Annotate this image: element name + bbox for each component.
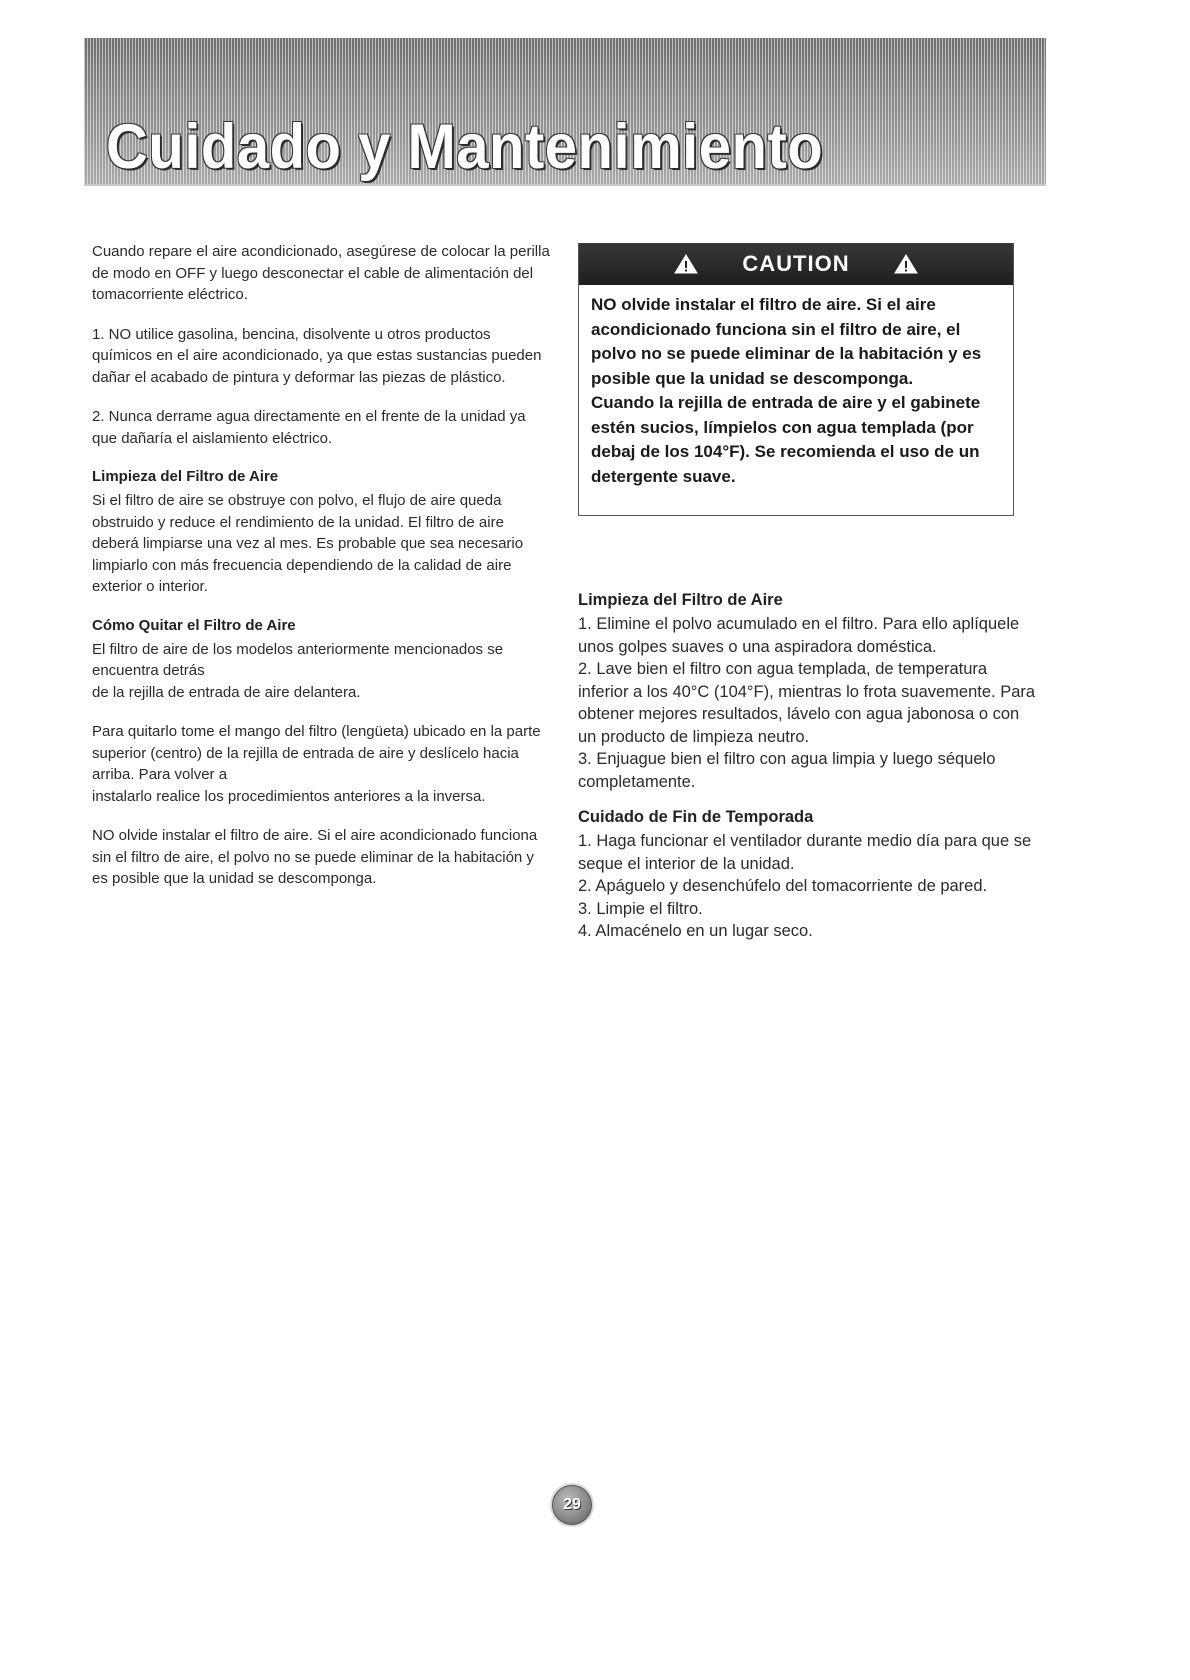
remove-filter-heading: Cómo Quitar el Filtro de Aire [92,616,296,634]
list-item: 4. Almacénelo en un lugar seco. [578,922,813,940]
intro-paragraph: Cuando repare el aire acondicionado, asegúrese de colocar la perilla de modo en OFF y luego desconectar el cable de alimentación del tomacorriente eléctrico. [92,243,550,303]
season-heading: Cuidado de Fin de Temporada [578,808,814,826]
warning-item-2: 2. Nunca derrame agua directamente en el frente de la unidad ya que dañaría el aislamiento eléctrico. [92,408,526,447]
caution-cleaning-note: Cuando la rejilla de entrada de aire y el gabinete estén sucios, límpielos con agua templada (por debaj de los 104°F). Se recomienda el uso de un detergente suave. [591,393,981,486]
filter-cleaning-heading: Limpieza del Filtro de Aire [92,468,279,485]
page-title: Cuidado y Mantenimiento [106,111,824,182]
season-steps [578,830,1038,943]
page-number-badge [552,1485,592,1525]
list-item: 3. Enjuague bien el filtro con agua limpia y luego séquelo completamente. [578,750,996,791]
page-number: 29 [563,1496,581,1513]
list-item: 1. Haga funcionar el ventilador durante medio día para que se seque el interior de la unidad. [578,832,1032,873]
remove-filter-text-2: de la rejilla de entrada de aire delantera. [92,683,361,701]
caution-box [578,243,1014,516]
remove-filter-text-1: El filtro de aire de los modelos anteriormente mencionados se encuentra detrás [92,640,504,679]
caution-text [591,293,1005,489]
list-item: 1. Elimine el polvo acumulado en el filtro. Para ello aplíquele unos golpes suaves o una aspiradora doméstica. [578,615,1020,656]
caution-label: CAUTION [742,251,850,276]
warning-triangle-icon [674,254,698,274]
remove-filter-text-3: Para quitarlo tome el mango del filtro (lengüeta) ubicado en la parte superior (centro) de la rejilla de entrada de aire y deslícelo hacia arriba. Para volver a [92,723,541,783]
caution-header [579,243,1013,285]
warning-triangle-icon [894,254,918,274]
warning-item-1: 1. NO utilice gasolina, bencina, disolvente u otros productos químicos en el aire acondicionado, ya que estas sustancias pueden dañar el acabado de pintura y deformar las piezas de plástico. [92,325,542,386]
list-item: 2. Apáguelo y desenchúfelo del tomacorriente de pared. [578,877,988,895]
list-item: 2. Lave bien el filtro con agua templada, de temperatura inferior a los 40°C (104°F), mientras lo frota suavemente. Para obtener mejores resultados, lávelo con agua jabonosa o con un producto de limpieza neutro. [578,660,1036,746]
left-column [92,241,552,908]
caution-filter-warning: NO olvide instalar el filtro de aire. Si el aire acondicionado funciona sin el filtro de aire, el polvo no se puede eliminar de la habitación y es posible que la unidad se descomponga. [591,295,982,388]
cleaning-heading: Limpieza del Filtro de Aire [578,591,783,609]
filter-reminder: NO olvide instalar el filtro de aire. Si el aire acondicionado funciona sin el filtro de aire, el polvo no se puede eliminar de la habitación y es posible que la unidad se descomponga. [92,827,538,887]
cleaning-steps [578,613,1038,793]
header-banner [84,38,1046,186]
filter-cleaning-text: Si el filtro de aire se obstruye con polvo, el flujo de aire queda obstruido y reduce el rendimiento de la unidad. El filtro de aire deberá limpiarse una vez al mes. Es probable que sea necesario limpiarlo con más frecuencia dependiendo de la calidad de aire exterior o interior. [92,492,524,595]
right-column [578,590,1038,957]
remove-filter-text-4: instalarlo realice los procedimientos anteriores a la inversa. [92,787,486,805]
list-item: 3. Limpie el filtro. [578,899,703,918]
